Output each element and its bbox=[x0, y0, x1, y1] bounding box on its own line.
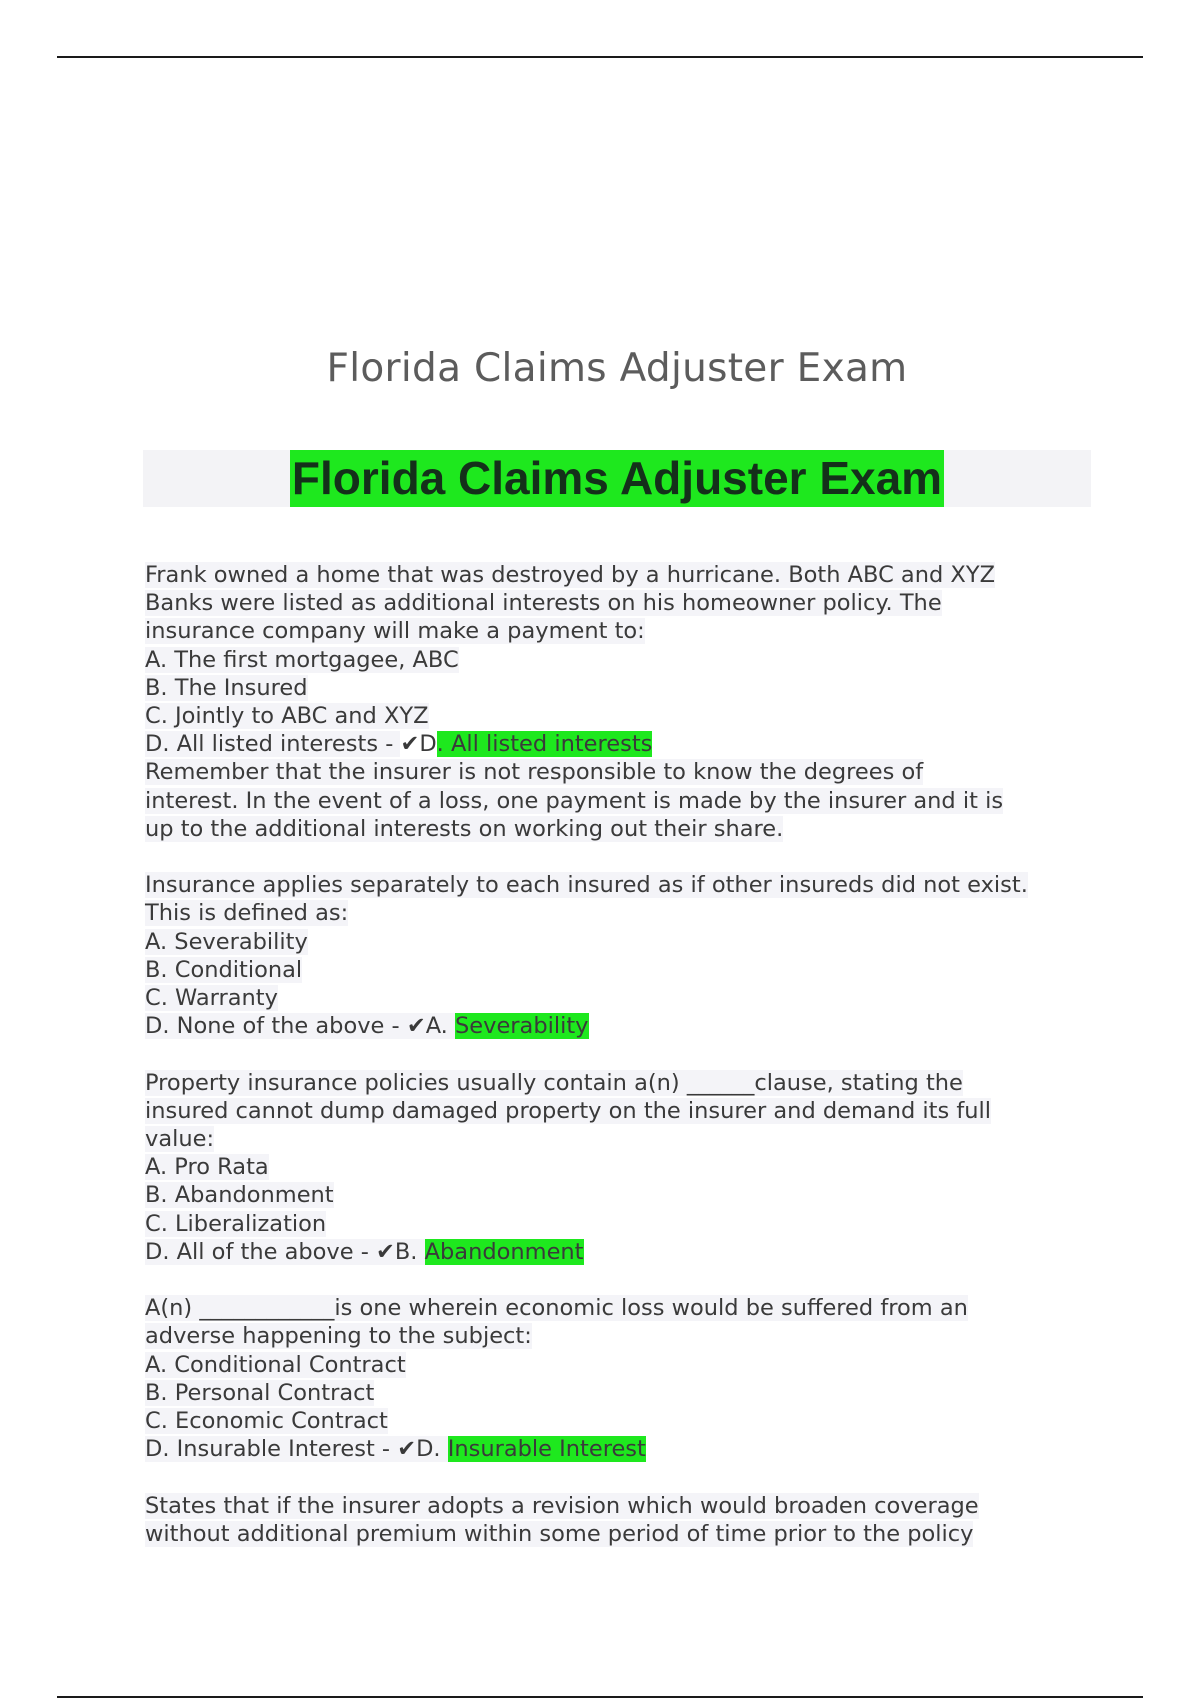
document-title: Florida Claims Adjuster Exam bbox=[326, 346, 908, 391]
explanation-text: Remember that the insurer is not responsible to know the degrees of bbox=[145, 759, 924, 786]
top-rule bbox=[57, 56, 1143, 58]
question-text: Banks were listed as additional interests on his homeowner policy. The bbox=[145, 590, 942, 617]
question-block bbox=[145, 1294, 1105, 1463]
checkmark-icon: ✔ bbox=[400, 731, 420, 758]
option-c: C. Liberalization bbox=[145, 1210, 327, 1237]
bottom-rule bbox=[57, 1696, 1143, 1698]
option-c: C. Economic Contract bbox=[145, 1408, 388, 1435]
option-d-with-answer: D. All listed interests - ✔D. All listed interests bbox=[145, 731, 653, 758]
answer-prefix: D. bbox=[416, 1436, 448, 1463]
question-text: A(n) ____________is one wherein economic loss would be suffered from an bbox=[145, 1295, 968, 1322]
question-block bbox=[145, 1492, 1105, 1548]
answer-highlight: Severability bbox=[455, 1013, 589, 1040]
option-b: B. Abandonment bbox=[145, 1182, 334, 1209]
checkmark-icon: ✔ bbox=[376, 1238, 395, 1265]
question-text: Insurance applies separately to each insured as if other insureds did not exist. bbox=[145, 872, 1028, 899]
question-block bbox=[145, 871, 1105, 1040]
question-block bbox=[145, 1069, 1105, 1266]
banner-title: Florida Claims Adjuster Exam bbox=[290, 450, 944, 507]
option-b: B. Personal Contract bbox=[145, 1379, 375, 1406]
option-a: A. Pro Rata bbox=[145, 1154, 269, 1181]
checkmark-icon: ✔ bbox=[397, 1436, 417, 1463]
explanation-text: interest. In the event of a loss, one payment is made by the insurer and it is bbox=[145, 787, 1004, 814]
option-a: A. Severability bbox=[145, 928, 308, 955]
answer-prefix: B. bbox=[394, 1238, 425, 1265]
option-b: B. Conditional bbox=[145, 956, 303, 983]
question-text: value: bbox=[145, 1126, 215, 1153]
option-d-with-answer: D. All of the above - ✔B. Abandonment bbox=[145, 1238, 584, 1265]
option-c: C. Warranty bbox=[145, 985, 278, 1012]
checkmark-icon: ✔ bbox=[406, 1013, 426, 1040]
question-text: insured cannot dump damaged property on the insurer and demand its full bbox=[145, 1097, 992, 1124]
option-c: C. Jointly to ABC and XYZ bbox=[145, 703, 429, 730]
question-text: States that if the insurer adopts a revision which would broaden coverage bbox=[145, 1492, 979, 1519]
answer-prefix: A. bbox=[425, 1013, 455, 1040]
question-text: adverse happening to the subject: bbox=[145, 1323, 532, 1350]
option-d-with-answer: D. Insurable Interest - ✔D. Insurable Interest bbox=[145, 1436, 646, 1463]
question-text: Frank owned a home that was destroyed by a hurricane. Both ABC and XYZ bbox=[145, 562, 995, 588]
question-block bbox=[145, 561, 1105, 843]
answer-highlight: Abandonment bbox=[424, 1238, 584, 1265]
question-text: without additional premium within some period of time prior to the policy bbox=[145, 1520, 974, 1547]
question-list bbox=[145, 561, 1105, 1576]
explanation-text: up to the additional interests on working out their share. bbox=[145, 815, 784, 842]
answer-prefix: D bbox=[419, 731, 437, 758]
answer-highlight: . All listed interests bbox=[436, 731, 653, 758]
option-d-with-answer: D. None of the above - ✔A. Severability bbox=[145, 1013, 589, 1040]
title-banner bbox=[143, 450, 1091, 507]
option-b: B. The Insured bbox=[145, 674, 308, 701]
answer-highlight: Insurable Interest bbox=[447, 1436, 646, 1463]
option-a: A. Conditional Contract bbox=[145, 1351, 406, 1378]
question-text: Property insurance policies usually contain a(n) ______clause, stating the bbox=[145, 1069, 963, 1096]
question-text: insurance company will make a payment to: bbox=[145, 618, 645, 645]
question-text: This is defined as: bbox=[145, 900, 349, 927]
option-a: A. The first mortgagee, ABC bbox=[145, 646, 459, 673]
